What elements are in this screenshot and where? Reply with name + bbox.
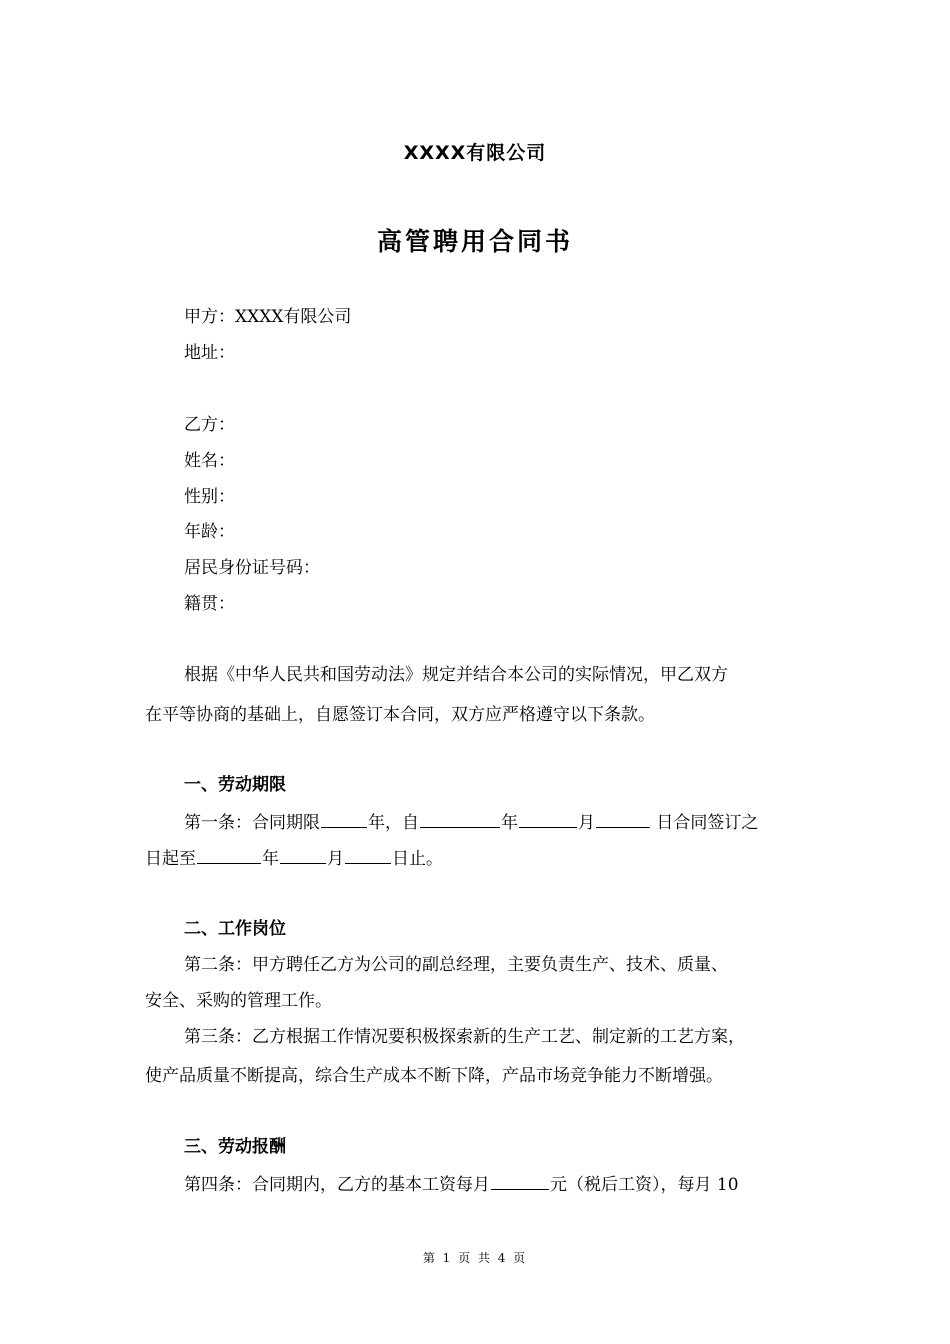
party-b-line: 乙方： [184, 415, 235, 435]
article-2-line-1: 第二条：甲方聘任乙方为公司的副总经理，主要负责生产、技术、质量、 [184, 955, 728, 975]
start-month-blank [519, 809, 577, 828]
article-4-text-b: 元（税后工资），每月 10 [550, 1175, 739, 1195]
article-3-line-1: 第三条：乙方根据工作情况要积极探索新的生产工艺、制定新的工艺方案， [184, 1027, 745, 1047]
section-1-heading: 一、劳动期限 [184, 775, 286, 795]
article-1-text-c: 年 [501, 813, 518, 833]
article-1-line-2 [145, 845, 443, 871]
article-3-line-2: 使产品质量不断提高，综合生产成本不断下降，产品市场竞争能力不断增强。 [145, 1066, 723, 1086]
article-1-text-g: 年 [262, 849, 279, 869]
contract-years-blank [321, 809, 367, 828]
section-3-heading: 三、劳动报酬 [184, 1137, 286, 1157]
party-a-line: 甲方：XXXX有限公司 [184, 307, 352, 327]
start-day-blank [596, 809, 650, 828]
id-number-line: 居民身份证号码： [184, 558, 320, 578]
native-place-line: 籍贯： [184, 594, 235, 614]
article-1-text-a: 第一条：合同期限 [184, 813, 320, 833]
article-4-line-1 [184, 1171, 739, 1197]
document-title: 高管聘用合同书 [376, 227, 573, 256]
article-1-text-h: 月 [327, 849, 344, 869]
base-salary-blank [491, 1171, 549, 1190]
gender-line: 性别： [184, 487, 235, 507]
address-line: 地址： [184, 343, 235, 363]
article-1-text-i: 日止。 [392, 849, 443, 869]
article-1-text-b: 年，自 [368, 813, 419, 833]
start-year-blank [420, 809, 500, 828]
end-month-blank [280, 845, 326, 864]
section-2-heading: 二、工作岗位 [184, 919, 286, 939]
preamble-line-1: 根据《中华人民共和国劳动法》规定并结合本公司的实际情况，甲乙双方 [184, 665, 728, 685]
article-1-text-d: 月 [578, 813, 595, 833]
age-line: 年龄： [184, 522, 235, 542]
article-2-line-2: 安全、采购的管理工作。 [145, 991, 332, 1011]
page-footer: 第 1 页 共 4 页 [422, 1251, 528, 1265]
end-day-blank [345, 845, 391, 864]
company-name: XXXX有限公司 [403, 142, 547, 164]
name-line: 姓名： [184, 451, 235, 471]
end-year-blank [197, 845, 261, 864]
preamble-line-2: 在平等协商的基础上，自愿签订本合同，双方应严格遵守以下条款。 [145, 705, 655, 725]
article-4-text-a: 第四条：合同期内，乙方的基本工资每月 [184, 1175, 490, 1195]
article-1-text-e: 日合同签订之 [651, 813, 759, 833]
article-1-text-f: 日起至 [145, 849, 196, 869]
article-1-line-1 [184, 809, 758, 835]
